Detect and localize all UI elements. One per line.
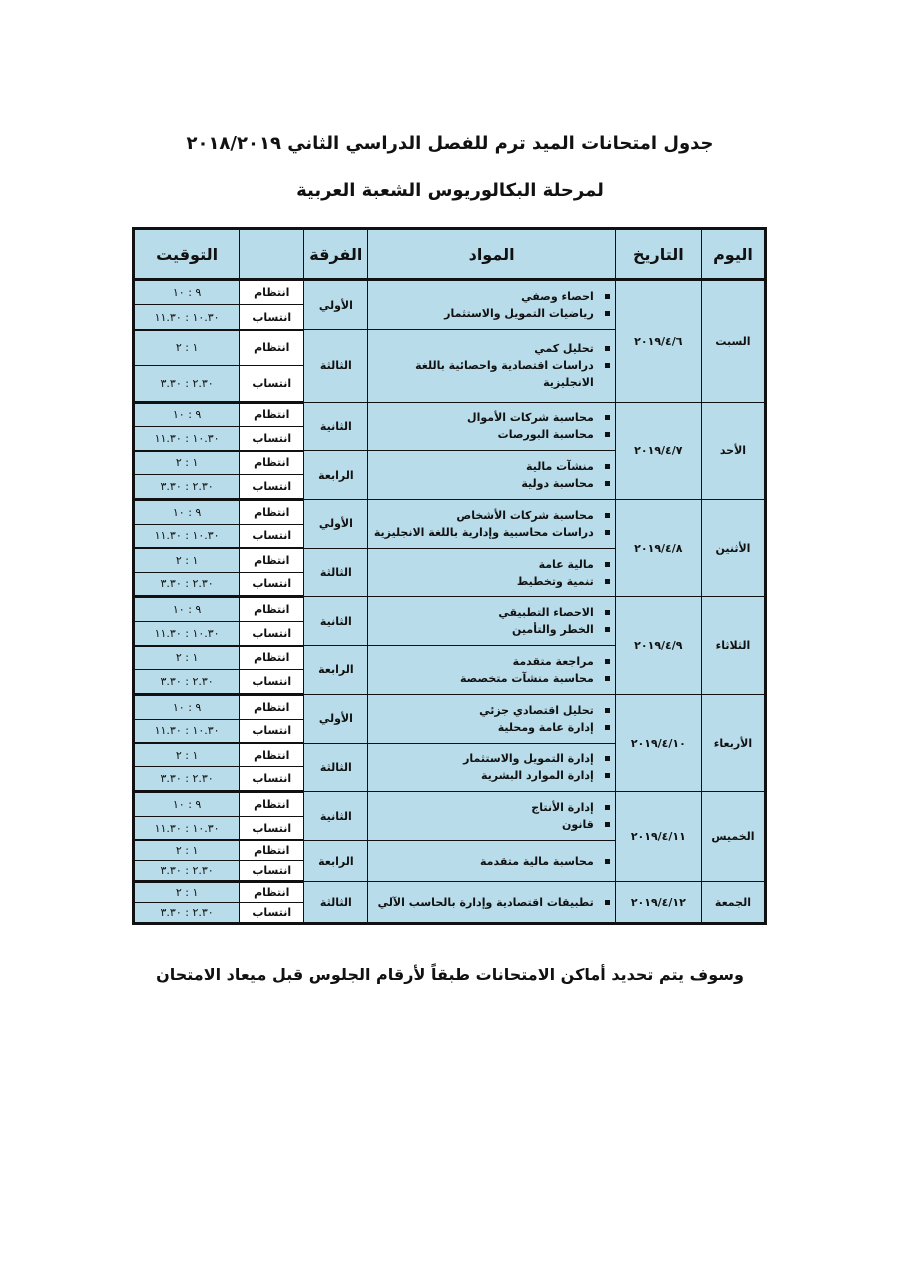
table-row — [134, 280, 766, 305]
day-cell: الأثنين — [701, 499, 765, 596]
study-type-cell: انتساب — [240, 475, 304, 500]
date-cell: ٢٠١٩/٤/٩ — [615, 597, 701, 694]
study-type-cell: انتساب — [240, 861, 304, 882]
time-cell: ١ : ٢ — [134, 743, 240, 767]
table-row — [134, 882, 766, 903]
header-subjects: المواد — [368, 229, 615, 280]
subjects-cell — [368, 792, 615, 841]
time-cell: ٩ : ١٠ — [134, 280, 240, 305]
footer-note: وسوف يتم تحديد أماكن الامتحانات طبقاً لأرقام الجلوس قبل ميعاد الامتحان — [156, 965, 744, 984]
subject-item: تحليل اقتصادي جزئي — [371, 702, 593, 719]
level-cell: الأولي — [304, 280, 368, 330]
subject-list — [371, 750, 611, 784]
study-type-cell: انتظام — [240, 646, 304, 670]
time-cell: ١٠.٣٠ : ١١.٣٠ — [134, 524, 240, 548]
level-cell: الثالثة — [304, 548, 368, 597]
subjects-cell — [368, 597, 615, 646]
study-type-cell: انتظام — [240, 597, 304, 622]
subject-list — [371, 653, 611, 687]
subject-list — [371, 458, 611, 492]
header-date: التاريخ — [615, 229, 701, 280]
time-cell: ٢.٣٠ : ٣.٣٠ — [134, 902, 240, 923]
subject-item: إدارة التمويل والاستثمار — [371, 750, 593, 767]
subject-item: دراسات اقتصادية واحصائية باللغة الانجليزية — [371, 357, 593, 391]
time-cell: ١ : ٢ — [134, 882, 240, 903]
subject-item: مالية عامة — [371, 556, 593, 573]
exam-schedule-table — [132, 227, 767, 925]
level-cell: الثالثة — [304, 743, 368, 792]
subject-item: محاسبة شركات الأشخاص — [371, 507, 593, 524]
subject-item: محاسبة دولية — [371, 475, 593, 492]
subjects-cell — [368, 499, 615, 548]
page-title: جدول امتحانات الميد ترم للفصل الدراسي الثاني ٢٠١٨/٢٠١٩ — [186, 133, 714, 154]
date-cell: ٢٠١٩/٤/١٢ — [615, 882, 701, 924]
subject-list — [371, 556, 611, 590]
time-cell: ١ : ٢ — [134, 451, 240, 475]
time-cell: ٩ : ١٠ — [134, 499, 240, 524]
time-cell: ١ : ٢ — [134, 646, 240, 670]
subjects-cell — [368, 743, 615, 792]
level-cell: الثانية — [304, 597, 368, 646]
subject-list — [371, 604, 611, 638]
study-type-cell: انتساب — [240, 305, 304, 330]
subject-item: قانون — [371, 816, 593, 833]
time-cell: ٢.٣٠ : ٣.٣٠ — [134, 767, 240, 792]
time-cell: ١ : ٢ — [134, 330, 240, 366]
header-type — [240, 229, 304, 280]
level-cell: الثالثة — [304, 330, 368, 402]
page-subtitle: لمرحلة البكالوريوس الشعبة العربية — [296, 180, 604, 201]
study-type-cell: انتساب — [240, 524, 304, 548]
subjects-cell — [368, 451, 615, 500]
time-cell: ١ : ٢ — [134, 548, 240, 572]
study-type-cell: انتظام — [240, 792, 304, 817]
study-type-cell: انتساب — [240, 622, 304, 646]
table-row — [134, 792, 766, 817]
subject-item: إدارة عامة ومحلية — [371, 719, 593, 736]
study-type-cell: انتظام — [240, 402, 304, 427]
time-cell: ٢.٣٠ : ٣.٣٠ — [134, 861, 240, 882]
subject-item: الخطر والتأمين — [371, 621, 593, 638]
table-row — [134, 499, 766, 524]
time-cell: ٢.٣٠ : ٣.٣٠ — [134, 475, 240, 500]
study-type-cell: انتساب — [240, 670, 304, 695]
subject-list — [371, 409, 611, 443]
subjects-cell — [368, 882, 615, 924]
header-level: الفرقة — [304, 229, 368, 280]
subject-item: محاسبة البورصات — [371, 426, 593, 443]
subject-item: منشآت مالية — [371, 458, 593, 475]
table-row — [134, 694, 766, 719]
study-type-cell: انتظام — [240, 330, 304, 366]
day-cell: الأربعاء — [701, 694, 765, 791]
level-cell: الأولي — [304, 499, 368, 548]
date-cell: ٢٠١٩/٤/٧ — [615, 402, 701, 499]
subject-item: مراجعة متقدمة — [371, 653, 593, 670]
study-type-cell: انتظام — [240, 840, 304, 860]
time-cell: ١ : ٢ — [134, 840, 240, 860]
study-type-cell: انتظام — [240, 548, 304, 572]
time-cell: ١٠.٣٠ : ١١.٣٠ — [134, 622, 240, 646]
level-cell: الرابعة — [304, 646, 368, 695]
subject-list — [371, 894, 611, 911]
day-cell: السبت — [701, 280, 765, 403]
study-type-cell: انتساب — [240, 427, 304, 451]
level-cell: الثانية — [304, 402, 368, 451]
subject-list — [371, 288, 611, 322]
subject-item: محاسبة منشآت متخصصة — [371, 670, 593, 687]
subject-item: رياضيات التمويل والاستثمار — [371, 305, 593, 322]
subject-item: محاسبة مالية متقدمة — [371, 853, 593, 870]
day-cell: الجمعة — [701, 882, 765, 924]
subjects-cell — [368, 330, 615, 402]
time-cell: ١٠.٣٠ : ١١.٣٠ — [134, 817, 240, 841]
study-type-cell: انتساب — [240, 902, 304, 923]
study-type-cell: انتظام — [240, 499, 304, 524]
subject-item: تحليل كمي — [371, 340, 593, 357]
date-cell: ٢٠١٩/٤/٦ — [615, 280, 701, 403]
subjects-cell — [368, 402, 615, 451]
day-cell: الأحد — [701, 402, 765, 499]
date-cell: ٢٠١٩/٤/١٠ — [615, 694, 701, 791]
subject-item: دراسات محاسبية وإدارية باللغة الانجليزية — [371, 524, 593, 541]
study-type-cell: انتظام — [240, 280, 304, 305]
level-cell: الأولي — [304, 694, 368, 743]
level-cell: الرابعة — [304, 840, 368, 881]
table-row — [134, 597, 766, 622]
day-cell: الثلاثاء — [701, 597, 765, 694]
subjects-cell — [368, 280, 615, 330]
schedule-body — [134, 280, 766, 924]
time-cell: ٢.٣٠ : ٣.٣٠ — [134, 670, 240, 695]
subject-item: إدارة الأنتاج — [371, 799, 593, 816]
subject-list — [371, 799, 611, 833]
study-type-cell: انتظام — [240, 882, 304, 903]
header-time: التوقيت — [134, 229, 240, 280]
time-cell: ١٠.٣٠ : ١١.٣٠ — [134, 305, 240, 330]
study-type-cell: انتساب — [240, 719, 304, 743]
time-cell: ١٠.٣٠ : ١١.٣٠ — [134, 427, 240, 451]
time-cell: ٩ : ١٠ — [134, 402, 240, 427]
study-type-cell: انتساب — [240, 365, 304, 402]
study-type-cell: انتساب — [240, 767, 304, 792]
subject-item: إدارة الموارد البشرية — [371, 767, 593, 784]
time-cell: ٩ : ١٠ — [134, 694, 240, 719]
study-type-cell: انتظام — [240, 451, 304, 475]
subject-item: الاحصاء التطبيقي — [371, 604, 593, 621]
subject-item: محاسبة شركات الأموال — [371, 409, 593, 426]
study-type-cell: انتساب — [240, 572, 304, 597]
date-cell: ٢٠١٩/٤/١١ — [615, 792, 701, 882]
header-day: اليوم — [701, 229, 765, 280]
level-cell: الثالثة — [304, 882, 368, 924]
subjects-cell — [368, 548, 615, 597]
time-cell: ١٠.٣٠ : ١١.٣٠ — [134, 719, 240, 743]
subject-list — [371, 853, 611, 870]
subject-item: تنمية وتخطيط — [371, 573, 593, 590]
study-type-cell: انتظام — [240, 743, 304, 767]
subject-item: احصاء وصفي — [371, 288, 593, 305]
level-cell: الثانية — [304, 792, 368, 841]
time-cell: ٩ : ١٠ — [134, 792, 240, 817]
subject-list — [371, 340, 611, 391]
subject-list — [371, 507, 611, 541]
day-cell: الخميس — [701, 792, 765, 882]
table-row — [134, 402, 766, 427]
date-cell: ٢٠١٩/٤/٨ — [615, 499, 701, 596]
subjects-cell — [368, 646, 615, 695]
subjects-cell — [368, 840, 615, 881]
study-type-cell: انتساب — [240, 817, 304, 841]
study-type-cell: انتظام — [240, 694, 304, 719]
subject-item: تطبيقات اقتصادية وإدارة بالحاسب الآلي — [371, 894, 593, 911]
time-cell: ٩ : ١٠ — [134, 597, 240, 622]
time-cell: ٢.٣٠ : ٣.٣٠ — [134, 572, 240, 597]
time-cell: ٢.٣٠ : ٣.٣٠ — [134, 365, 240, 402]
level-cell: الرابعة — [304, 451, 368, 500]
subject-list — [371, 702, 611, 736]
table-header-row — [134, 229, 766, 280]
subjects-cell — [368, 694, 615, 743]
